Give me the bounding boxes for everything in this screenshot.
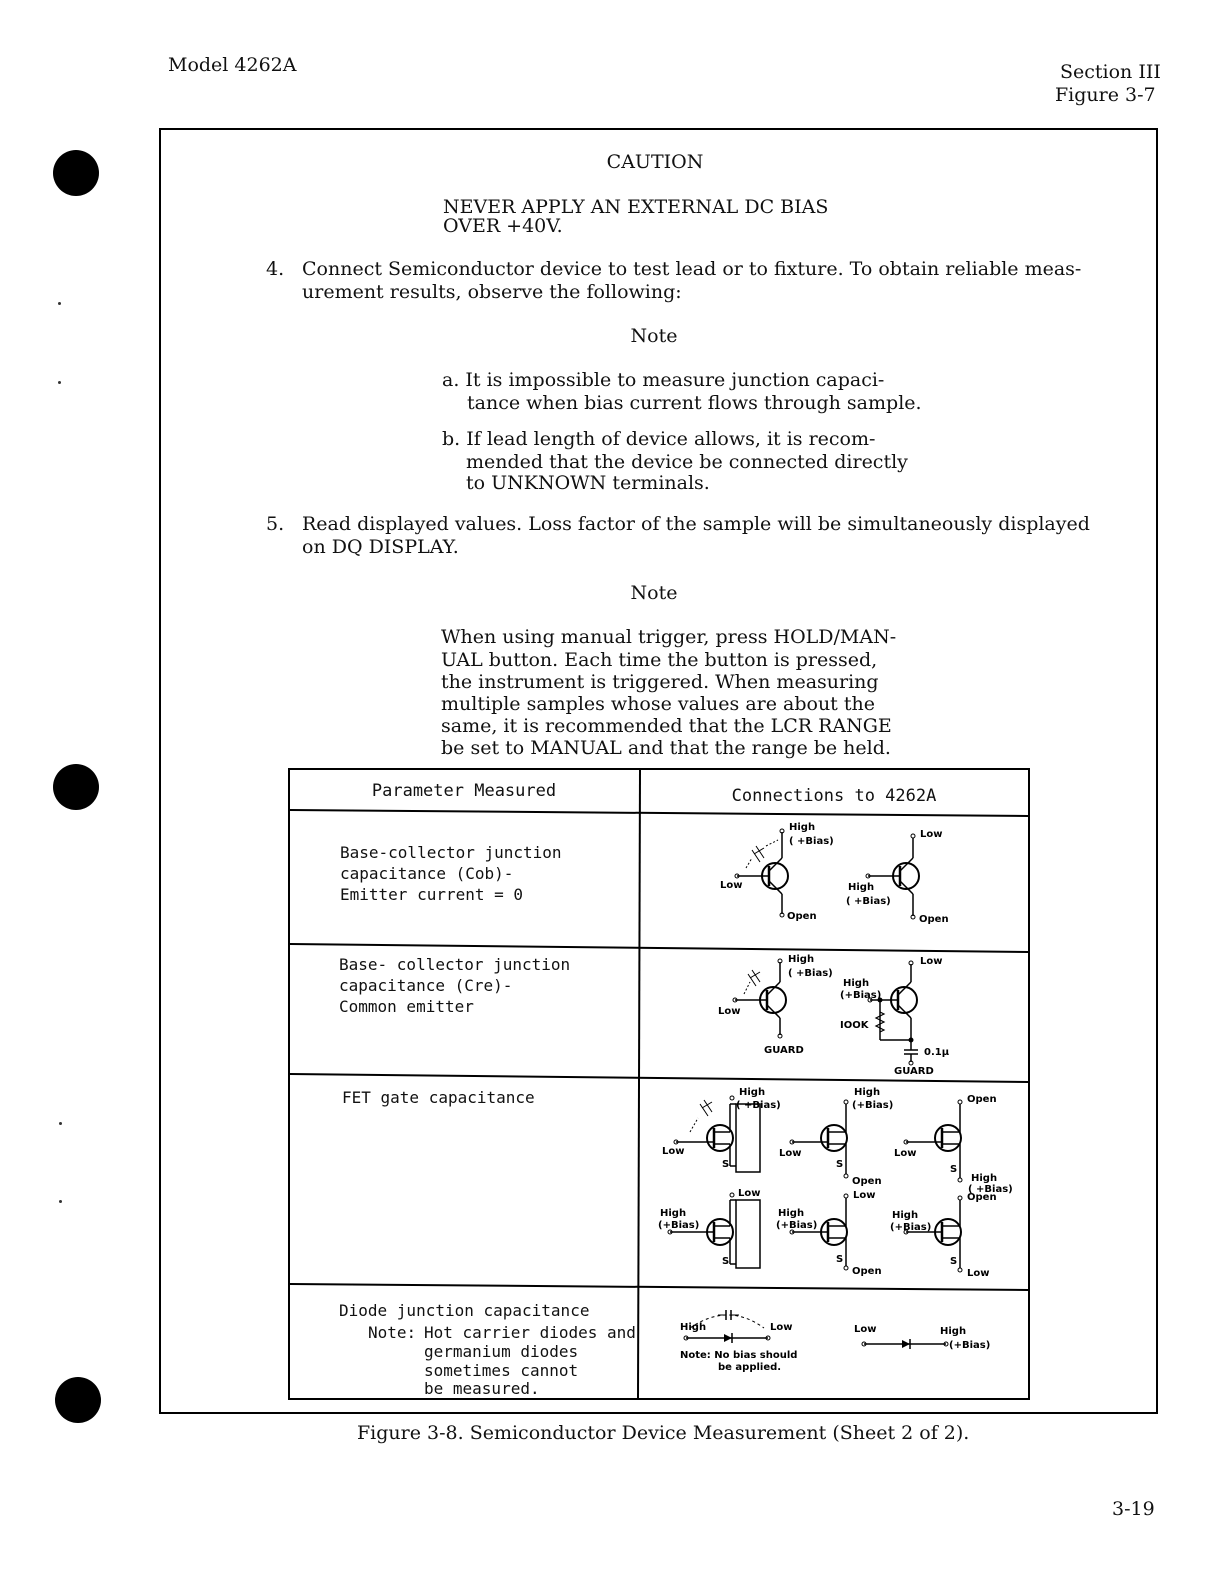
note-line: be set to MANUAL and that the range be held.: [441, 737, 891, 759]
label-low: Low: [718, 1006, 741, 1017]
note-item: a. It is impossible to measure junction capaci-: [442, 369, 885, 391]
note-item: b. If lead length of device allows, it is recom-: [442, 428, 876, 450]
label-bias: ( +Bias): [736, 1100, 781, 1111]
binder-hole: [53, 150, 99, 196]
label-high: High: [854, 1087, 881, 1098]
row-note-line: germanium diodes: [424, 1342, 579, 1361]
label-low: Low: [894, 1148, 917, 1159]
label-s: S: [836, 1159, 844, 1170]
binder-hole: [55, 1377, 101, 1423]
label-s: S: [722, 1159, 730, 1170]
note-item: to UNKNOWN terminals.: [466, 472, 710, 494]
diode-note: Note: No bias should: [680, 1350, 798, 1361]
diode-note: be applied.: [718, 1362, 782, 1373]
note-item: mended that the device be connected directly: [466, 451, 908, 473]
row-param-line: Base-collector junction: [340, 843, 562, 862]
note-item: tance when bias current flows through sample.: [467, 392, 922, 414]
column-header-connections: Connections to 4262A: [731, 786, 937, 806]
label-low: Low: [854, 1324, 877, 1335]
step-text: Read displayed values. Loss factor of the sample will be simultaneously displayed: [302, 513, 1090, 535]
caution-line: OVER +40V.: [443, 215, 563, 237]
note-line: the instrument is triggered. When measuring: [441, 671, 879, 693]
label-low: Low: [662, 1146, 685, 1157]
note-line: same, it is recommended that the LCR RANGE: [441, 715, 892, 737]
note-title: Note: [630, 325, 678, 347]
label-s: S: [836, 1254, 844, 1265]
label-guard: GUARD: [894, 1066, 934, 1077]
label-low: Low: [920, 956, 943, 967]
speck: [59, 1200, 62, 1203]
label-open: Open: [919, 914, 949, 925]
step-number: 5.: [266, 513, 285, 535]
speck: [58, 381, 61, 384]
diode-connection-diagram: [642, 1292, 1028, 1396]
cre-connection-diagram: [642, 950, 1028, 1080]
row-param-line: Emitter current = 0: [340, 885, 524, 904]
caution-title: CAUTION: [606, 151, 704, 173]
fet-symbol: [890, 1192, 997, 1279]
label-high: High: [789, 822, 816, 833]
label-high: High: [971, 1173, 998, 1184]
note-line: UAL button. Each time the button is pressed,: [441, 649, 878, 671]
label-high: High: [892, 1210, 919, 1221]
label-bias: (+Bias): [840, 990, 882, 1001]
note-title: Note: [630, 582, 678, 604]
label-high: High: [940, 1326, 967, 1337]
step-text: urement results, observe the following:: [302, 281, 682, 303]
fet-symbol: [658, 1188, 760, 1268]
label-open: Open: [852, 1266, 882, 1277]
label-high: High: [680, 1322, 707, 1333]
row-param-line: capacitance (Cre)-: [339, 976, 513, 995]
step-text: on DQ DISPLAY.: [302, 536, 459, 558]
label-guard: GUARD: [764, 1045, 804, 1056]
row-param-line: Diode junction capacitance: [339, 1301, 590, 1320]
fet-symbol: [662, 1087, 781, 1172]
label-high: High: [739, 1087, 766, 1098]
label-bias: ( +Bias): [789, 836, 834, 847]
row-note-line: sometimes cannot: [424, 1361, 579, 1380]
label-bias: (+Bias): [658, 1220, 700, 1231]
label-low: Low: [967, 1268, 990, 1279]
label-bias: (+Bias): [890, 1222, 932, 1233]
label-s: S: [950, 1256, 958, 1267]
row-param-line: FET gate capacitance: [342, 1088, 535, 1107]
fet-symbol: [894, 1094, 1013, 1195]
label-low: Low: [738, 1188, 761, 1199]
step-text: Connect Semiconductor device to test lead or to fixture. To obtain reliable meas-: [302, 258, 1082, 280]
note-line: multiple samples whose values are about the: [441, 693, 875, 715]
label-open: Open: [787, 911, 817, 922]
label-low: Low: [779, 1148, 802, 1159]
label-bias: ( +Bias): [788, 968, 833, 979]
label-open: Open: [967, 1094, 997, 1105]
label-high: High: [778, 1208, 805, 1219]
label-high: High: [848, 882, 875, 893]
row-param-line: Base- collector junction: [339, 955, 571, 974]
column-header-parameter: Parameter Measured: [371, 781, 557, 801]
label-bias: (+Bias): [776, 1220, 818, 1231]
label-bias: ( +Bias): [846, 896, 891, 907]
label-high: High: [843, 978, 870, 989]
row-param-line: Common emitter: [339, 997, 474, 1016]
figure-ref-label: Figure 3-7: [1055, 84, 1156, 106]
note-line: When using manual trigger, press HOLD/MAN-: [441, 626, 897, 648]
row-note-line: be measured.: [424, 1379, 540, 1398]
label-open: Open: [967, 1192, 997, 1203]
speck: [59, 1122, 62, 1125]
step-number: 4.: [266, 258, 285, 280]
label-s: S: [950, 1164, 958, 1175]
label-low: Low: [920, 829, 943, 840]
section-label: Section III: [1060, 61, 1161, 83]
label-bias: (+Bias): [852, 1100, 894, 1111]
label-open: Open: [852, 1176, 882, 1187]
row-note-label: Note:: [368, 1323, 417, 1342]
measurement-table: [288, 768, 1030, 1400]
label-s: S: [722, 1256, 730, 1267]
row-param-line: capacitance (Cob)-: [340, 864, 514, 883]
label-low: Low: [853, 1190, 876, 1201]
cob-connection-diagram: [642, 818, 1028, 948]
label-resistor: IOOK: [840, 1020, 869, 1031]
label-high: High: [660, 1208, 687, 1219]
fet-connection-diagram: [642, 1082, 1028, 1288]
label-high: High: [788, 954, 815, 965]
label-low: Low: [720, 880, 743, 891]
binder-hole: [53, 764, 99, 810]
fet-symbol: [779, 1087, 893, 1187]
speck: [58, 302, 61, 305]
label-capacitor: 0.1μ: [924, 1047, 950, 1058]
caution-line: NEVER APPLY AN EXTERNAL DC BIAS: [443, 196, 829, 218]
fet-symbol: [776, 1190, 882, 1277]
figure-caption: Figure 3-8. Semiconductor Device Measurement (Sheet 2 of 2).: [357, 1422, 970, 1444]
label-bias: (+Bias): [949, 1340, 991, 1351]
label-low: Low: [770, 1322, 793, 1333]
page-number: 3-19: [1112, 1498, 1155, 1520]
label-bias: ( +Bias): [968, 1184, 1013, 1195]
model-label: Model 4262A: [168, 54, 297, 76]
row-note-line: Hot carrier diodes and: [424, 1323, 636, 1342]
